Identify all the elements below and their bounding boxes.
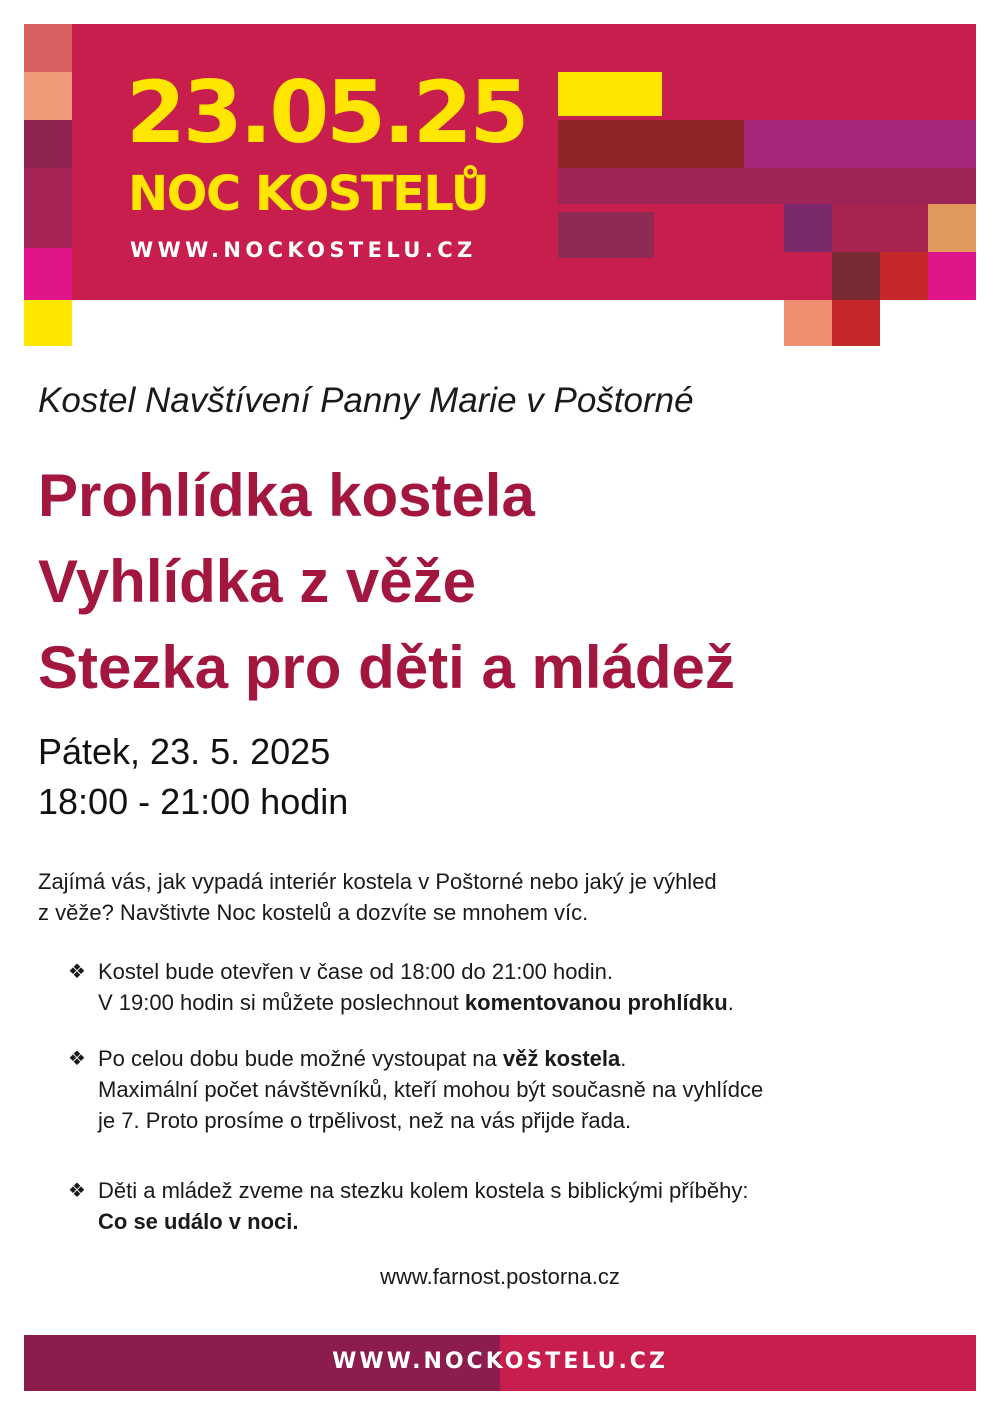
bullet-text: Po celou dobu bude možné vystoupat na bbox=[98, 1046, 503, 1071]
diamond-bullet-icon: ❖ bbox=[68, 959, 86, 983]
bullet-bold: Co se událo v noci. bbox=[98, 1209, 299, 1234]
bullet-text: . bbox=[620, 1046, 627, 1071]
footer-url[interactable]: WWW.NOCKOSTELU.CZ bbox=[332, 1349, 668, 1374]
bullet-text: Maximální počet návštěvníků, kteří mohou být současně na vyhlídce bbox=[98, 1077, 764, 1102]
bullet-bold: věž kostela bbox=[502, 1046, 621, 1071]
intro-line: Zajímá vás, jak vypadá interiér kostela v Poštorné nebo jaký je výhled bbox=[38, 869, 717, 894]
bullet-item bbox=[68, 956, 948, 1018]
bullet-text: Děti a mládež zveme na stezku kolem kostela s biblickými příběhy: bbox=[98, 1178, 749, 1203]
diamond-bullet-icon: ❖ bbox=[68, 1178, 86, 1202]
header-url[interactable]: WWW.NOCKOSTELU.CZ bbox=[130, 238, 477, 262]
footer-banner bbox=[24, 1335, 976, 1391]
intro-line: z věže? Navštivte Noc kostelů a dozvíte se mnohem víc. bbox=[38, 900, 589, 925]
intro-paragraph bbox=[38, 866, 938, 928]
event-day: Pátek, 23. 5. 2025 bbox=[38, 731, 331, 772]
parish-website-link[interactable]: www.farnost.postorna.cz bbox=[380, 1264, 620, 1289]
bullet-bold: komentovanou prohlídku bbox=[464, 990, 728, 1015]
event-title: NOC KOSTELŮ bbox=[128, 166, 489, 222]
bullet-text: . bbox=[727, 990, 734, 1015]
headline-trail: Stezka pro děti a mládež bbox=[38, 634, 735, 701]
bullet-text: V 19:00 hodin si můžete poslechnout bbox=[98, 990, 465, 1015]
diamond-bullet-icon: ❖ bbox=[68, 1046, 86, 1070]
headline-tour: Prohlídka kostela bbox=[38, 462, 535, 529]
bullet-text: je 7. Proto prosíme o trpělivost, než na vás přijde řada. bbox=[98, 1108, 632, 1133]
bullet-text: Kostel bude otevřen v čase od 18:00 do 21:00 hodin. bbox=[98, 959, 613, 984]
headline-tower: Vyhlídka z věže bbox=[38, 548, 476, 615]
church-name: Kostel Navštívení Panny Marie v Poštorné bbox=[38, 381, 694, 420]
event-time: 18:00 - 21:00 hodin bbox=[38, 781, 349, 822]
bullet-item bbox=[68, 1175, 948, 1237]
event-date: 23.05.25 bbox=[126, 63, 527, 163]
bullet-item bbox=[68, 1043, 948, 1136]
